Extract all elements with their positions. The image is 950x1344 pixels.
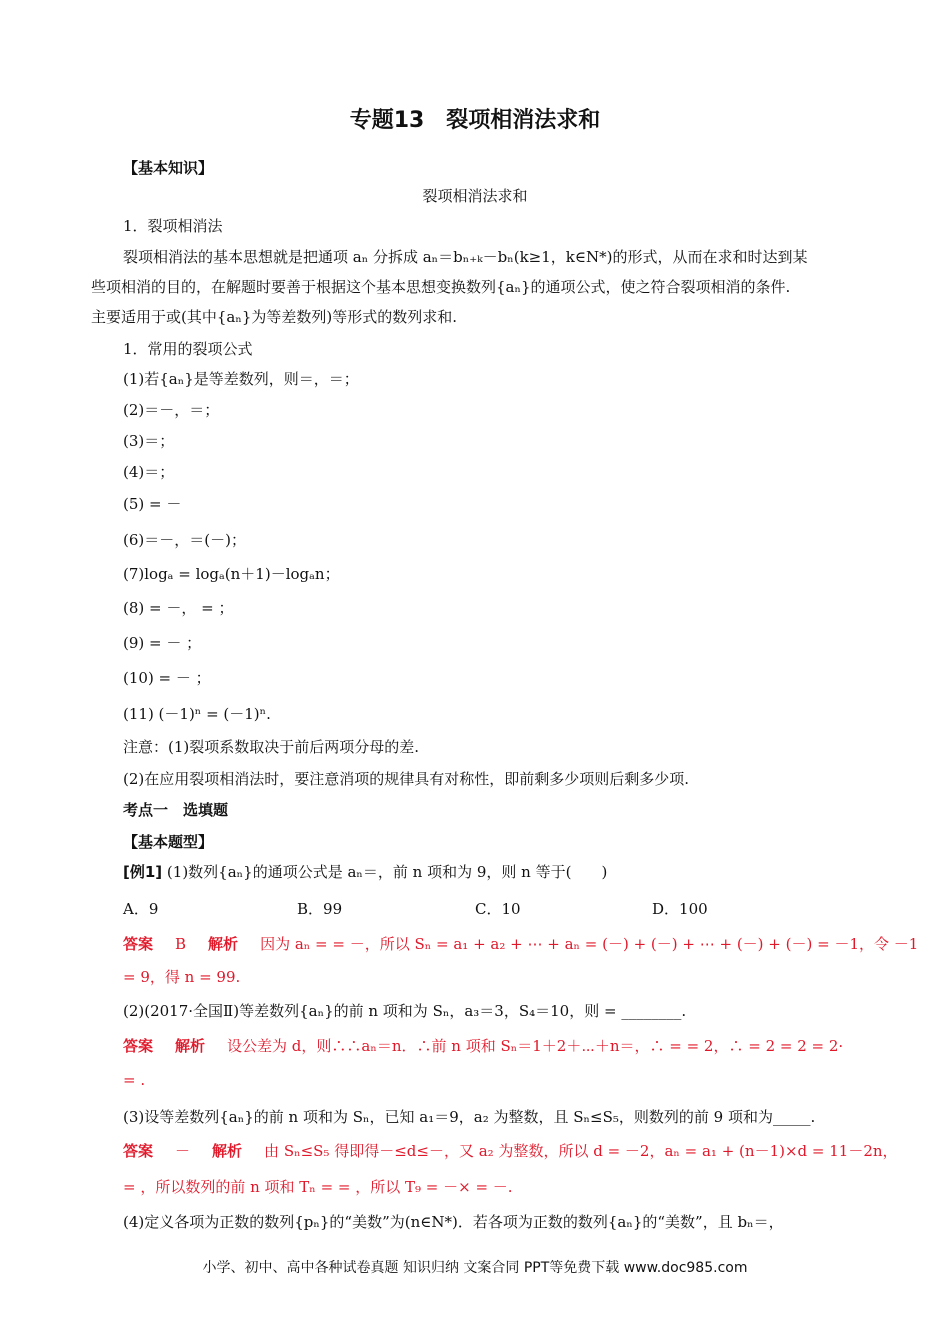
example-1-q4: (4)定义各项为正数的数列{pₙ}的“美数”为(n∈N*)．若各项为正数的数列{aₙ}的“美数”，且 bₙ＝， [123, 1213, 784, 1231]
option-b: B．99 [297, 900, 343, 918]
note-2: (2)在应用裂项相消法时，要注意消项的规律具有对称性，即前剩多少项则后剩多少项. [123, 770, 690, 788]
example-1-q1-text: (1)数列{aₙ}的通项公式是 aₙ＝，前 n 项和为 9，则 n 等于( ) [162, 863, 608, 881]
para1-line1: 裂项相消法的基本思想就是把通项 aₙ 分拆成 aₙ＝bₙ₊ₖ－bₙ(k≥1，k∈N*)的形式，从而在求和时达到某 [123, 248, 808, 266]
answer-3-text: 由 Sₙ≤S₅ 得即得－≤d≤－，又 a₂ 为整数，所以 d = －2，aₙ = a₁ + (n－1)×d = 11－2n， [264, 1142, 898, 1160]
formula-7: (7)logₐ = logₐ(n＋1)－logₐn； [123, 565, 340, 583]
answer-3-cont: = ，所以数列的前 n 项和 Tₙ = = ，所以 T₉ = －× = －. [123, 1178, 513, 1196]
analysis-label: 解析 [175, 1037, 206, 1055]
basic-knowledge-header: 【基本知识】 [123, 159, 214, 177]
analysis-label: 解析 [212, 1142, 243, 1160]
answer-label: 答案 [123, 1142, 154, 1160]
example-1-q1 [123, 862, 607, 882]
analysis-label: 解析 [208, 935, 239, 953]
kaodian-heading: 考点一 选填题 [123, 801, 229, 819]
option-a: A．9 [123, 900, 159, 918]
example-1-q2: (2)(2017·全国Ⅱ)等差数列{aₙ}的前 n 项和为 Sₙ，a₃＝3，S₄＝10，则 = ________. [123, 1002, 687, 1020]
item1-head: 1．裂项相消法 [123, 217, 223, 235]
answer-1-cont: = 9，得 n = 99. [123, 968, 241, 986]
option-d: D．100 [652, 900, 708, 918]
note-1: 注意：(1)裂项系数取决于前后两项分母的差. [123, 738, 420, 756]
formula-10: (10) = － ； [123, 669, 211, 687]
section-title: 裂项相消法求和 [422, 187, 528, 205]
answer-label: 答案 [123, 1037, 154, 1055]
page-title: 专题13 裂项相消法求和 [349, 108, 601, 133]
example-1-q3: (3)设等差数列{aₙ}的前 n 项和为 Sₙ，已知 a₁＝9，a₂ 为整数，且 Sₙ≤S₅，则数列的前 9 项和为_____. [123, 1108, 816, 1126]
example-label: [例1] [123, 863, 163, 881]
formula-4: (4)＝； [123, 463, 175, 481]
answer-value: － [175, 1142, 191, 1160]
answer-1 [123, 934, 918, 954]
answer-label: 答案 [123, 935, 154, 953]
answer-2-text: 设公差为 d，则∴∴aₙ＝n．∴前 n 项和 Sₙ＝1＋2＋⋯＋n＝，∴ = = 2，∴ = 2 = 2 = 2· [227, 1037, 844, 1055]
formula-9: (9) = － ； [123, 634, 202, 652]
answer-1-text: 因为 aₙ = = －，所以 Sₙ = a₁ + a₂ + ⋯ + aₙ = (－) + (－) + ⋯ + (－) + (－) = －1，令 －1 [260, 935, 919, 953]
answer-2-cont: = . [123, 1071, 146, 1089]
basic-type-heading: 【基本题型】 [123, 833, 214, 851]
formula-2: (2)＝－，＝； [123, 401, 220, 419]
formula-5: (5) = － [123, 495, 182, 513]
page-footer: 小学、初中、高中各种试卷真题 知识归纳 文案合同 PPT等免费下载 www.doc985.com [202, 1260, 748, 1276]
answer-3 [123, 1141, 898, 1161]
answer-value: B [175, 935, 187, 953]
formula-3: (3)＝； [123, 432, 175, 450]
option-c: C．10 [475, 900, 521, 918]
formula-11: (11) (－1)ⁿ = (－1)ⁿ. [123, 705, 271, 723]
formula-8: (8) = －， = ； [123, 599, 234, 617]
para1-line2: 些项相消的目的，在解题时要善于根据这个基本思想变换数列{aₙ}的通项公式，使之符合裂项相消的条件. [91, 278, 791, 296]
para1-line3: 主要适用于或(其中{aₙ}为等差数列)等形式的数列求和. [91, 308, 457, 326]
answer-2 [123, 1036, 843, 1056]
item2-head: 1．常用的裂项公式 [123, 340, 253, 358]
formula-6: (6)＝－，＝(－)； [123, 531, 246, 549]
formula-1: (1)若{aₙ}是等差数列，则＝，＝； [123, 370, 359, 388]
